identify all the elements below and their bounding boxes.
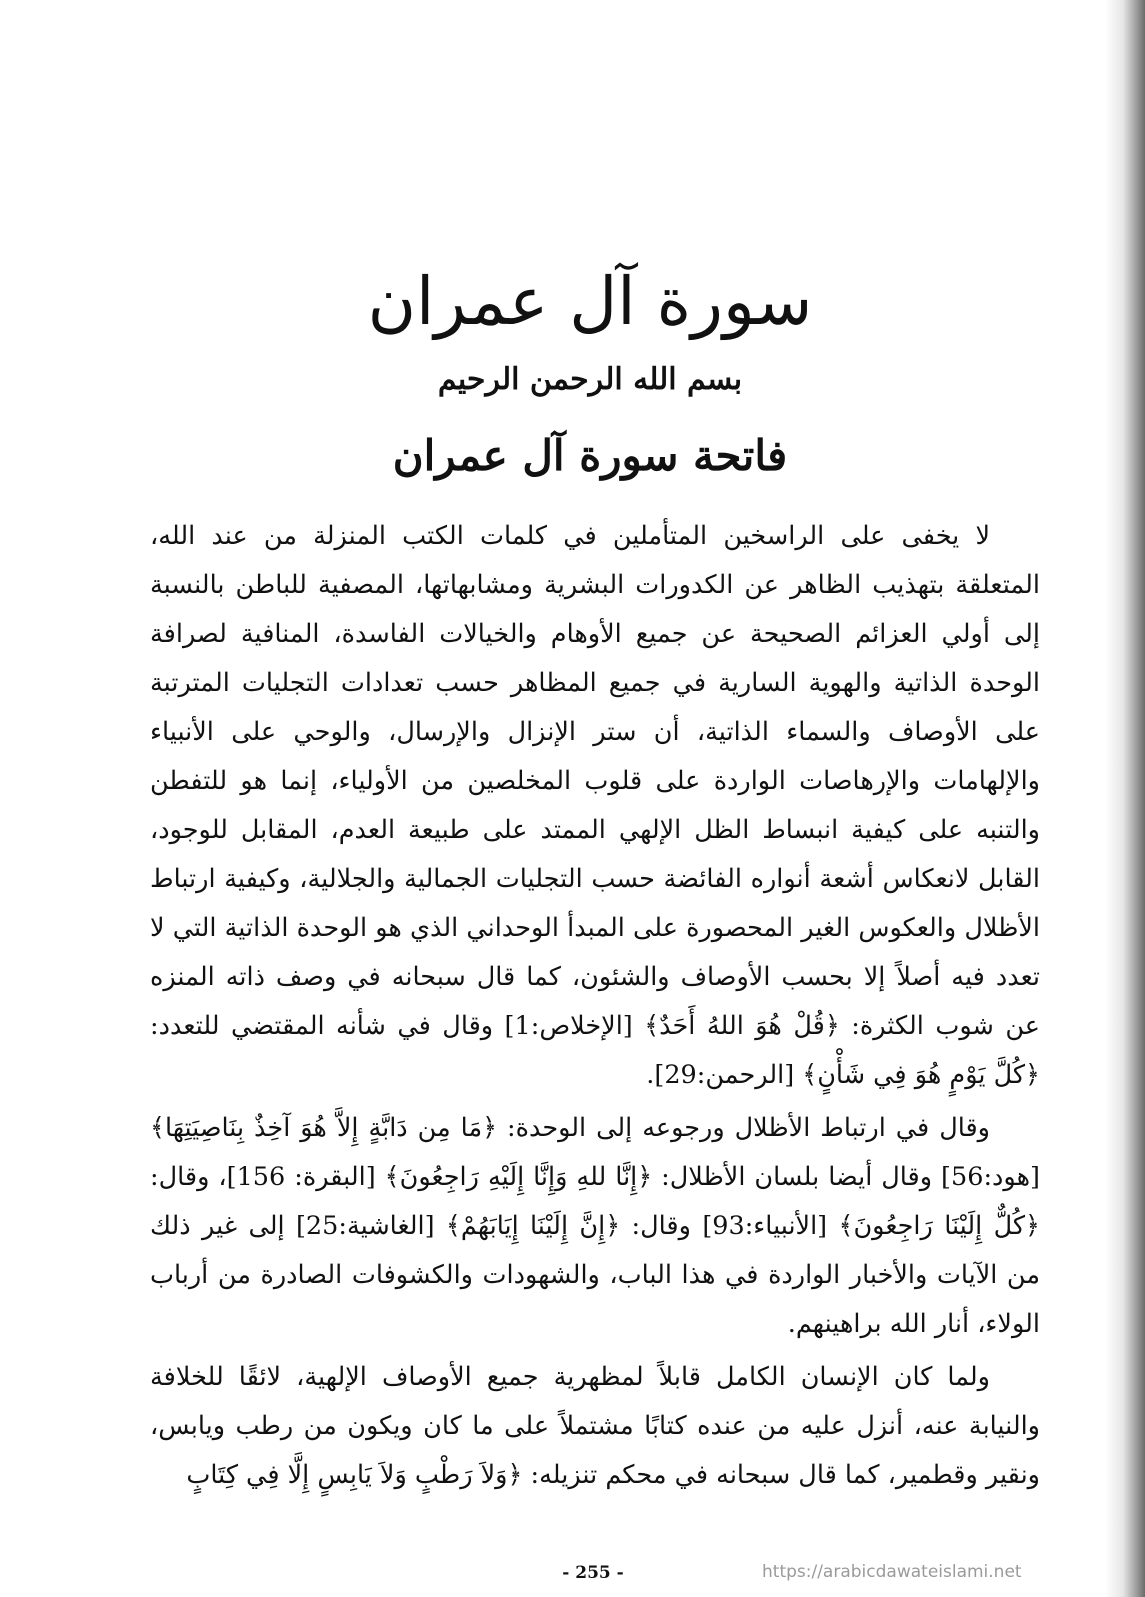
paragraph-2: وقال في ارتباط الأظلال ورجوعه إلى الوحدة: ﴿مَا مِن دَابَّةٍ إِلاَّ هُوَ آخِذٌ بِنَاصِيَتِهَا﴾ [هود:56] وقال أيضا بلسان الأظلال: ﴿إِنَّا للهِ وَإِنَّا إِلَيْهِ رَاجِعُونَ﴾ [البقرة: 156]، وقال: ﴿كُلٌّ إِلَيْنَا رَاجِعُونَ﴾ [الأنبياء:93] وقال: ﴿إِنَّ إِلَيْنَا إِيَابَهُمْ﴾ [الغاشية:25] إلى غير ذلك من الآيات والأخبار الواردة في هذا الباب، والشهودات والكشوفات الصادرة من أرباب الولاء، أنار الله براهينهم. — [150, 1113, 1040, 1339]
document-page — [150, 0, 1050, 1597]
scan-edge — [1105, 0, 1145, 1597]
body-text — [150, 512, 1040, 1504]
page-number: - 255 - — [562, 1563, 624, 1583]
paragraph-1: لا يخفى على الراسخين المتأملين في كلمات الكتب المنزلة من عند الله، المتعلقة بتهذيب الظاهر عن الكدورات البشرية ومشابهاتها، المصفية للباطن بالنسبة إلى أولي العزائم الصحيحة عن جميع الأوهام والخيالات الفاسدة، المنافية لصرافة الوحدة الذاتية والهوية السارية في جميع المظاهر حسب تعدادات التجليات المترتبة على الأوصاف والسماء الذاتية، أن ستر الإنزال والإرسال، والوحي على الأنبياء والإلهامات والإرهاصات الواردة على قلوب المخلصين من الأولياء، إنما هو للتفطن والتنبه على كيفية انبساط الظل الإلهي الممتد على طبيعة العدم، المقابل للوجود، القابل لانعكاس أشعة أنواره الفائضة حسب التجليات الجمالية والجلالية، وكيفية ارتباط الأظلال والعكوس الغير المحصورة على المبدأ الوحداني الذي هو الوحدة الذاتية التي لا تعدد فيه أصلاً إلا بحسب الأوصاف والشئون، كما قال سبحانه في وصف ذاته المنزه عن شوب الكثرة: ﴿قُلْ هُوَ اللهُ أَحَدٌ﴾ [الإخلاص:1] وقال في شأنه المقتضي للتعدد: ﴿كُلَّ يَوْمٍ هُوَ فِي شَأْنٍ﴾ [الرحمن:29]. — [150, 521, 1040, 1090]
surah-title: سورة آل عمران — [367, 263, 813, 340]
section-title: فاتحة سورة آل عمران — [392, 431, 788, 480]
basmala: بسم الله الرحمن الرحيم — [437, 362, 743, 397]
watermark: https://arabicdawateislami.net — [762, 1562, 1022, 1582]
paragraph-3: ولما كان الإنسان الكامل قابلاً لمظهرية جميع الأوصاف الإلهية، لائقًا للخلافة والنيابة عنه، أنزل عليه من عنده كتابًا مشتملاً على ما كان ويكون من رطب ويابس، ونقير وقطمير، كما قال سبحانه في محكم تنزيله: ﴿وَلاَ رَطْبٍ وَلاَ يَابِسٍ إِلَّا فِي كِتَابٍ — [150, 1362, 1040, 1490]
